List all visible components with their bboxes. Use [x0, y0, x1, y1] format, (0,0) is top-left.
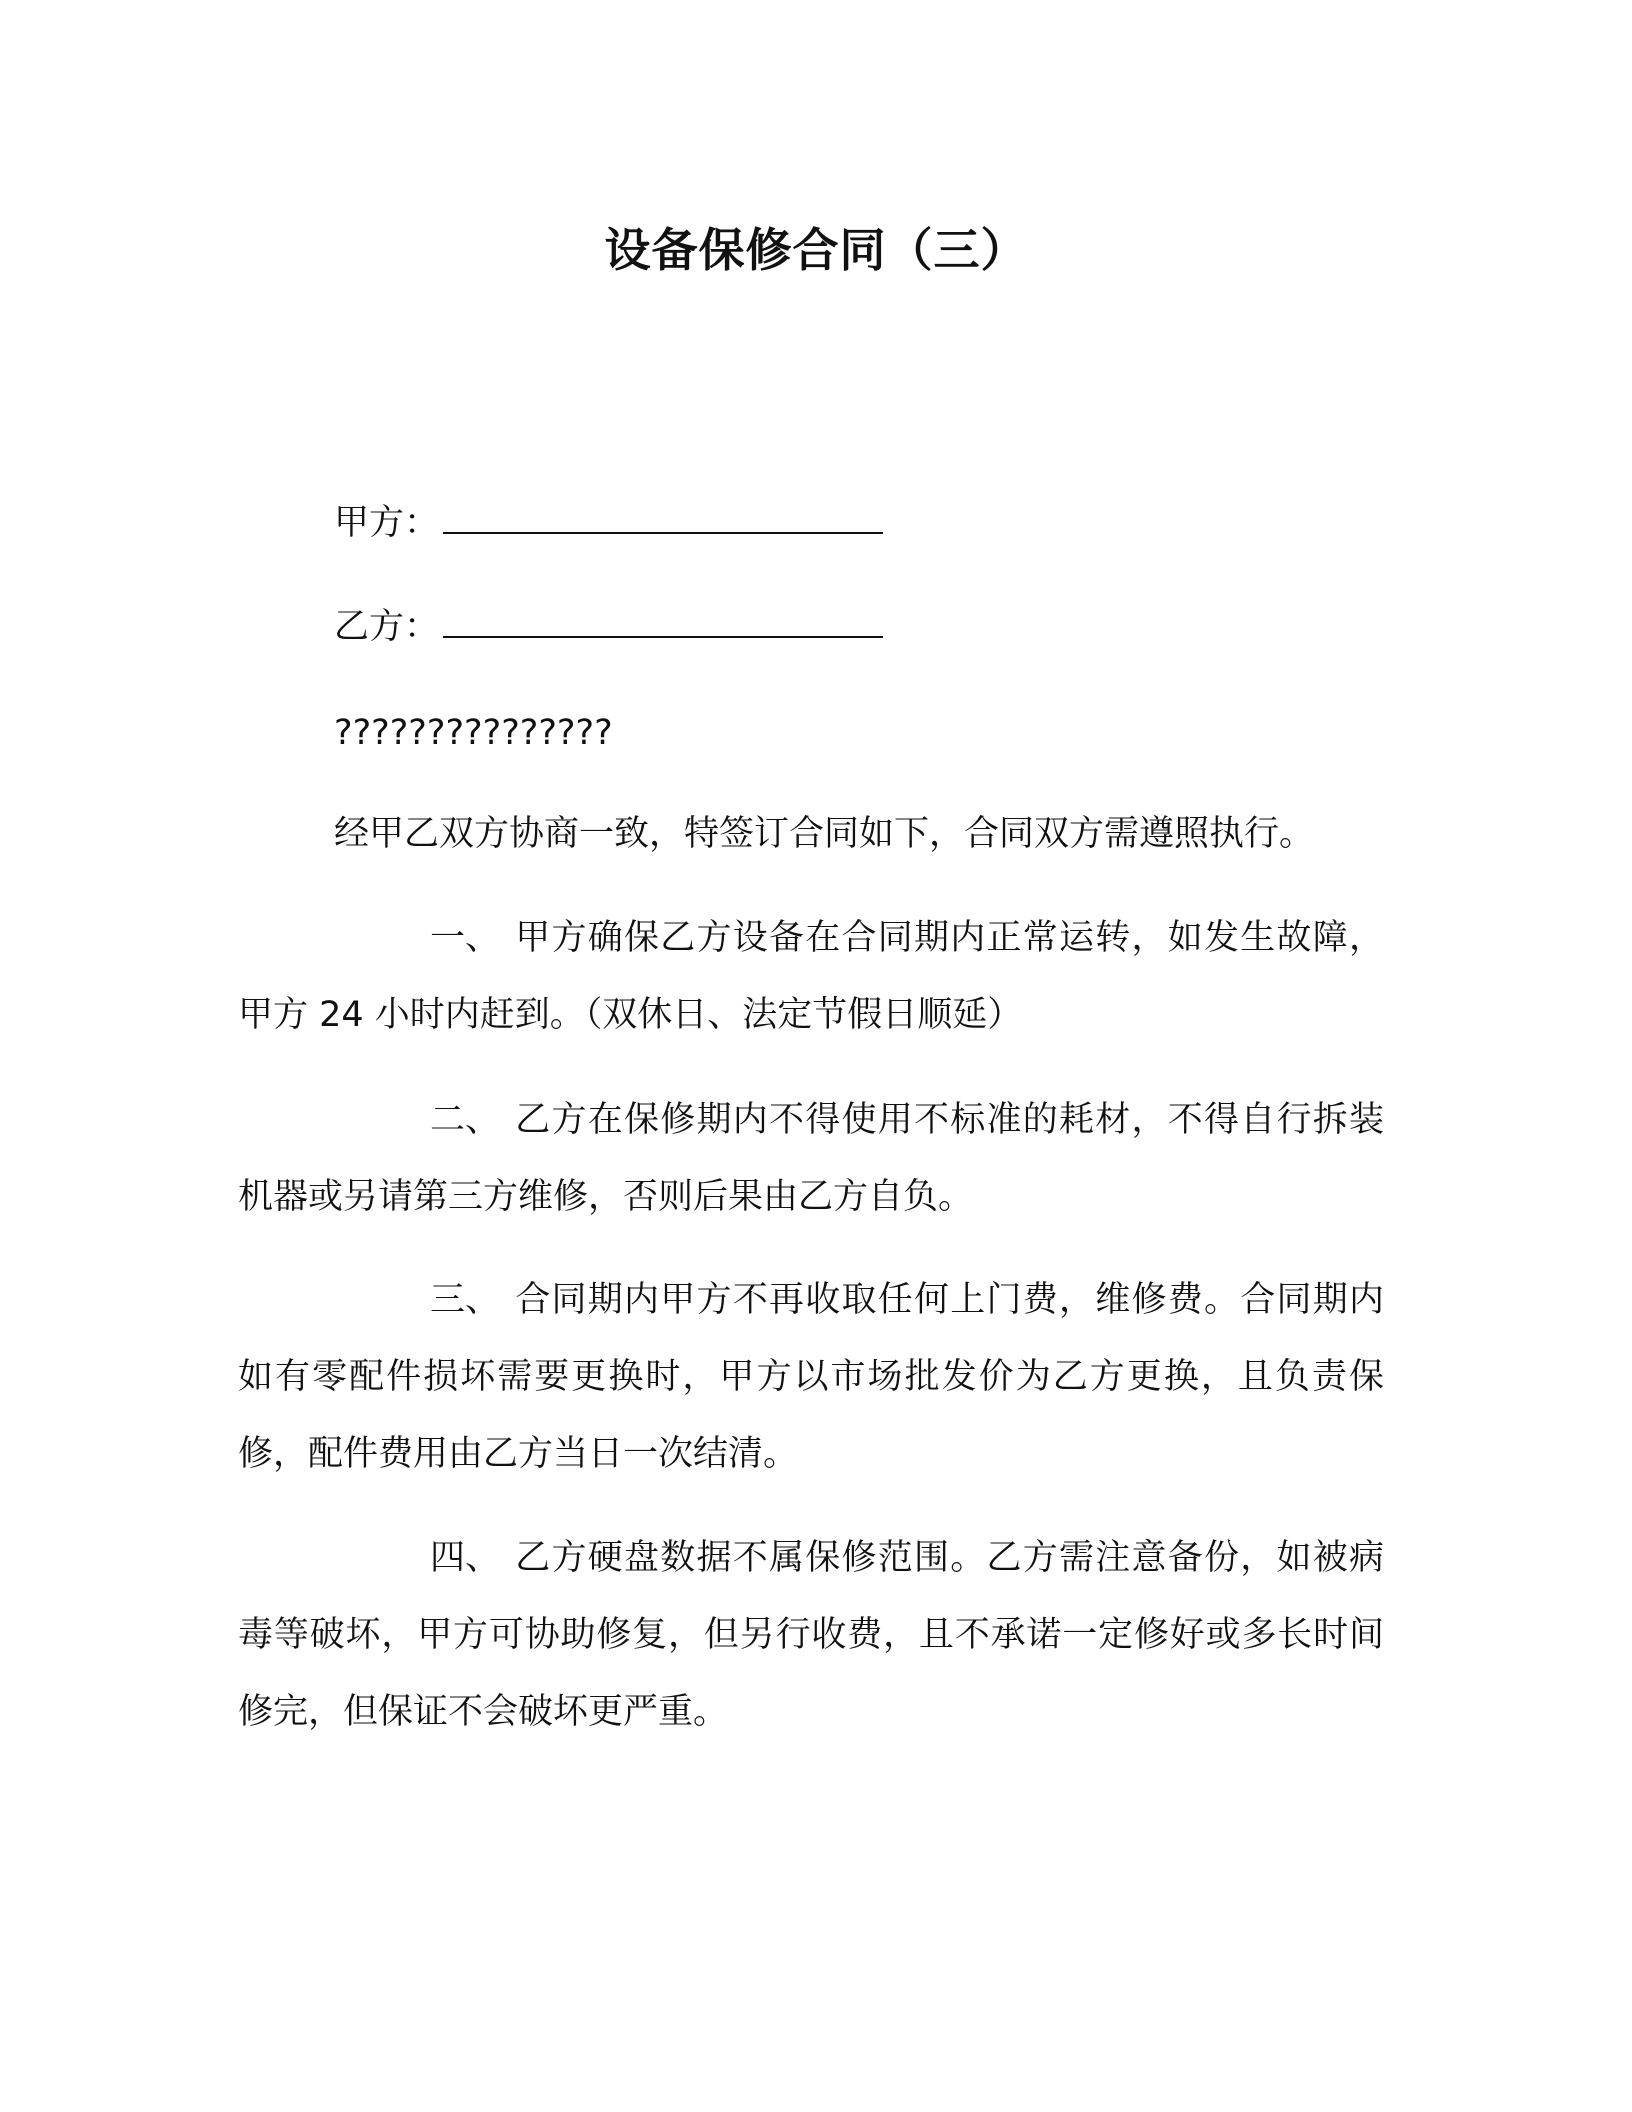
clause-1-number: 一、	[430, 918, 501, 958]
clause-4-number: 四、	[430, 1538, 501, 1578]
party-a-line	[334, 496, 883, 548]
garbled-text-line: ???????????????	[334, 713, 613, 753]
clause-3	[238, 1262, 1384, 1493]
party-a-blank	[443, 496, 883, 534]
party-a-label: 甲方：	[334, 503, 440, 543]
clause-2	[238, 1082, 1384, 1236]
document-title: 设备保修合同（三）	[604, 223, 1028, 277]
clause-3-number: 三、	[430, 1280, 501, 1320]
party-b-label: 乙方：	[334, 607, 440, 647]
clause-4	[238, 1520, 1384, 1751]
clause-4-text: 乙方硬盘数据不属保修范围。乙方需注意备份，如被病毒等破坏，甲方可协助修复，但另行收费，且不承诺一定修好或多长时间修完，但保证不会破坏更严重。	[238, 1538, 1384, 1732]
party-b-line	[334, 600, 883, 652]
clause-1-text: 甲方确保乙方设备在合同期内正常运转，如发生故障，甲方 24 小时内赶到。（双休日、法定节假日顺延）	[238, 918, 1384, 1035]
clause-2-text: 乙方在保修期内不得使用不标准的耗材，不得自行拆装机器或另请第三方维修，否则后果由乙方自负。	[238, 1100, 1384, 1217]
party-b-blank	[443, 600, 883, 638]
clause-2-number: 二、	[430, 1100, 501, 1140]
clause-1	[238, 900, 1384, 1054]
clause-3-text: 合同期内甲方不再收取任何上门费，维修费。合同期内如有零配件损坏需要更换时，甲方以市场批发价为乙方更换，且负责保修，配件费用由乙方当日一次结清。	[238, 1280, 1384, 1474]
intro-paragraph: 经甲乙双方协商一致，特签订合同如下，合同双方需遵照执行。	[334, 814, 1315, 854]
